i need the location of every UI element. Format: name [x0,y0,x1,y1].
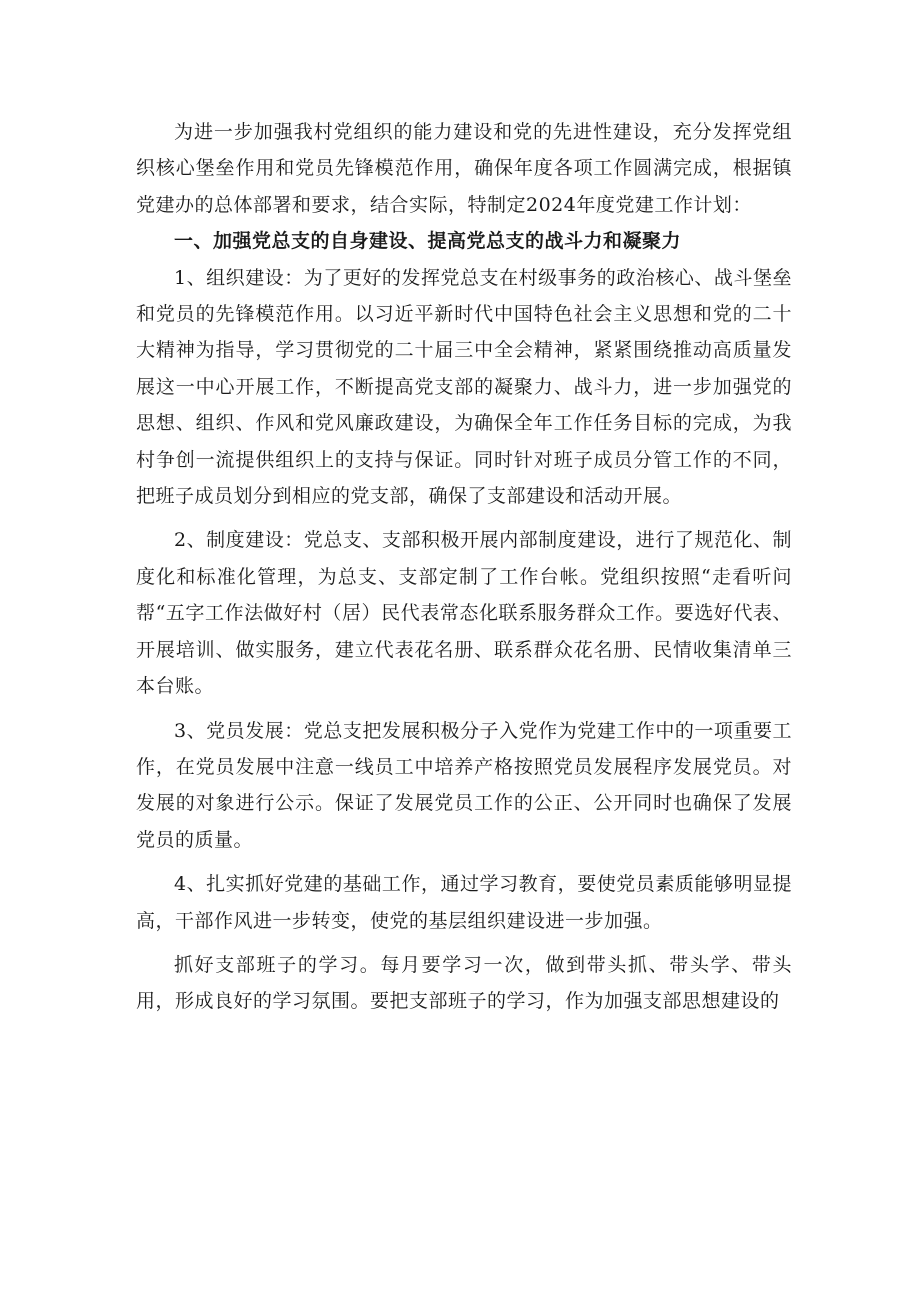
intro-paragraph: 为进一步加强我村党组织的能力建设和党的先进性建设，充分发挥党组织核心堡垒作用和党员先锋模范作用，确保年度各项工作圆满完成，根据镇党建办的总体部署和要求，结合实际，特制定2024年度党建工作计划： [136,121,792,216]
paragraph-organization-building: 1、组织建设：为了更好的发挥党总支在村级事务的政治核心、战斗堡垒和党员的先锋模范作用。以习近平新时代中国特色社会主义思想和党的二十大精神为指导，学习贯彻党的二十届三中全会精神，紧紧围绕推动高质量发展这一中心开展工作，不断提高党支部的凝聚力、战斗力，进一步加强党的思想、组织、作风和党风廉政建设，为确保全年工作任务目标的完成，为我村争创一流提供组织上的支持与保证。同时针对班子成员分管工作的不同，把班子成员划分到相应的党支部，确保了支部建设和活动开展。 [136,266,792,508]
paragraph-foundation-work: 4、扎实抓好党建的基础工作，通过学习教育，要使党员素质能够明显提高，干部作风进一步转变，使党的基层组织建设进一步加强。 [136,873,792,932]
paragraph-team-study: 抓好支部班子的学习。每月要学习一次，做到带头抓、带头学、带头用，形成良好的学习氛围。要把支部班子的学习，作为加强支部思想建设的 [136,953,792,1013]
paragraph-member-development: 3、党员发展：党总支把发展积极分子入党作为党建工作中的一项重要工作，在党员发展中注意一线员工中培养产格按照党员发展程序发展党员。对发展的对象进行公示。保证了发展党员工作的公正、公开同时也确保了发展党员的质量。 [136,719,792,851]
section-heading: 一、加强党总支的自身建设、提高党总支的战斗力和凝聚力 [174,230,682,253]
document-body [136,114,792,1020]
paragraph-system-building: 2、制度建设：党总支、支部积极开展内部制度建设，进行了规范化、制度化和标准化管理，为总支、支部定制了工作台帐。党组织按照“走看听问帮“五字工作法做好村（居）民代表常态化联系服务群众工作。要选好代表、开展培训、做实服务，建立代表花名册、联系群众花名册、民情收集清单三本台账。 [136,529,792,698]
